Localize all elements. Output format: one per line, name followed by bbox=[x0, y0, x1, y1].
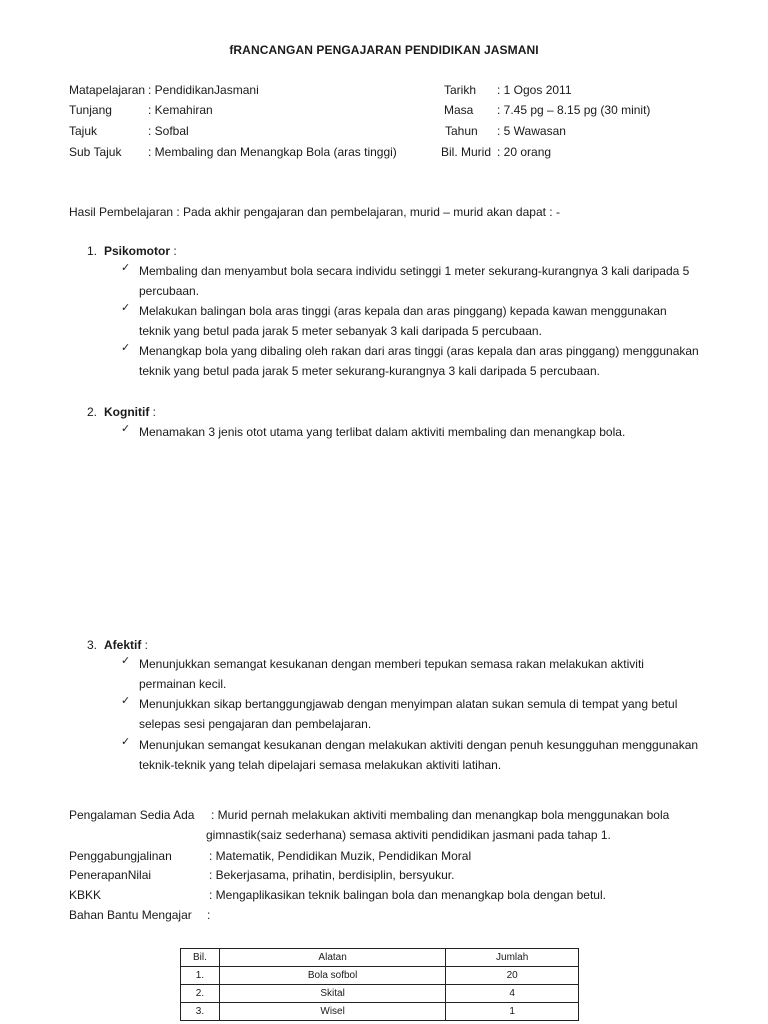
section-number: 2. bbox=[87, 405, 98, 419]
check-mark-icon: ✓ bbox=[121, 261, 131, 274]
table-header-cell: Alatan bbox=[219, 949, 445, 967]
table-cell: Skital bbox=[219, 985, 445, 1003]
table-cell: 1 bbox=[446, 1003, 579, 1021]
header-label: Bil. Murid bbox=[441, 145, 492, 159]
list-item-text: Melakukan balingan bola aras tinggi (aras kepala dan aras pinggang) kepada kawan menggunakan teknik yang betul pada jarak 5 meter sebanyak 3 kali daripada 5 percubaan. bbox=[139, 304, 667, 338]
penerapan-label: PenerapanNilai bbox=[69, 868, 152, 882]
section-title: Afektif : bbox=[104, 638, 149, 652]
header-label: Tajuk bbox=[69, 124, 98, 138]
header-label: Tunjang bbox=[69, 103, 112, 117]
check-mark-icon: ✓ bbox=[121, 341, 131, 354]
header-value: : 7.45 pg – 8.15 pg (30 minit) bbox=[497, 103, 651, 117]
list-item-text: Menunjukkan sikap bertanggungjawab dengan menyimpan alatan sukan semula di tempat yang betul selepas sesi pengajaran dan pembelajaran. bbox=[139, 697, 678, 731]
section-number: 1. bbox=[87, 244, 98, 258]
header-value: : Membaling dan Menangkap Bola (aras tinggi) bbox=[148, 145, 397, 159]
table-cell: 3. bbox=[181, 1003, 220, 1021]
header-value: : 1 Ogos 2011 bbox=[497, 83, 572, 97]
penggabungjalinan-value: : Matematik, Pendidikan Muzik, Pendidikan Moral bbox=[209, 849, 472, 863]
bahan-value: : bbox=[207, 908, 211, 922]
kbkk-label: KBKK bbox=[69, 888, 102, 902]
section-title: Kognitif : bbox=[104, 405, 156, 419]
table-cell: Bola sofbol bbox=[219, 967, 445, 985]
table-cell: 20 bbox=[446, 967, 579, 985]
kbkk-value: : Mengaplikasikan teknik balingan bola dan menangkap bola dengan betul. bbox=[209, 888, 606, 902]
bahan-label: Bahan Bantu Mengajar bbox=[69, 908, 192, 922]
header-value: : PendidikanJasmani bbox=[148, 83, 259, 97]
header-label: Masa bbox=[444, 103, 474, 117]
pengalaman-value-cont: gimnastik(saiz sederhana) semasa aktiviti pendidikan jasmani pada tahap 1. bbox=[206, 828, 611, 842]
table-header-row bbox=[181, 949, 579, 967]
table-header-cell: Bil. bbox=[181, 949, 220, 967]
table-cell: 2. bbox=[181, 985, 220, 1003]
bahan-bantu-table bbox=[180, 948, 579, 1021]
table-row bbox=[181, 1003, 579, 1021]
header-value: : Sofbal bbox=[148, 124, 189, 138]
section-title: Psikomotor : bbox=[104, 244, 177, 258]
list-item-text: Menamakan 3 jenis otot utama yang terlibat dalam aktiviti membaling dan menangkap bola. bbox=[139, 425, 626, 439]
check-mark-icon: ✓ bbox=[121, 301, 131, 314]
header-label: Tahun bbox=[445, 124, 478, 138]
pengalaman-label: Pengalaman Sedia Ada bbox=[69, 808, 195, 822]
table-cell: 1. bbox=[181, 967, 220, 985]
check-mark-icon: ✓ bbox=[121, 654, 131, 667]
table-row bbox=[181, 967, 579, 985]
penerapan-value: : Bekerjasama, prihatin, berdisiplin, bersyukur. bbox=[209, 868, 455, 882]
section-number: 3. bbox=[87, 638, 98, 652]
check-mark-icon: ✓ bbox=[121, 694, 131, 707]
header-value: : Kemahiran bbox=[148, 103, 213, 117]
table-header-cell: Jumlah bbox=[446, 949, 579, 967]
table-cell: Wisel bbox=[219, 1003, 445, 1021]
table-row bbox=[181, 985, 579, 1003]
hasil-pembelajaran: Hasil Pembelajaran : Pada akhir pengajaran dan pembelajaran, murid – murid akan dapat : - bbox=[69, 205, 560, 219]
penggabungjalinan-label: Penggabungjalinan bbox=[69, 849, 172, 863]
table-cell: 4 bbox=[446, 985, 579, 1003]
check-mark-icon: ✓ bbox=[121, 735, 131, 748]
pengalaman-value: : Murid pernah melakukan aktiviti membaling dan menangkap bola menggunakan bola bbox=[211, 808, 670, 822]
list-item-text: Membaling dan menyambut bola secara individu setinggi 1 meter sekurang-kurangnya 3 kali daripada 5 percubaan. bbox=[139, 264, 690, 298]
header-label: Tarikh bbox=[444, 83, 477, 97]
header-label: Sub Tajuk bbox=[69, 145, 122, 159]
list-item-text: Menangkap bola yang dibaling oleh rakan dari aras tinggi (aras kepala dan aras pinggang) menggunakan teknik yang betul pada jarak 5 meter sekurang-kurangnya 3 kali daripada 5 percubaan. bbox=[139, 344, 699, 378]
list-item-text: Menunjukkan semangat kesukanan dengan memberi tepukan semasa rakan melakukan aktiviti permainan kecil. bbox=[139, 657, 644, 691]
list-item-text: Menunjukan semangat kesukanan dengan melakukan aktiviti dengan penuh kesungguhan menggunakan teknik-teknik yang telah dipelajari semasa melakukan aktiviti latihan. bbox=[139, 738, 699, 772]
header-value: : 20 orang bbox=[497, 145, 552, 159]
document-title: fRANCANGAN PENGAJARAN PENDIDIKAN JASMANI bbox=[229, 43, 539, 57]
header-value: : 5 Wawasan bbox=[497, 124, 566, 138]
header-label: Matapelajaran bbox=[69, 83, 146, 97]
check-mark-icon: ✓ bbox=[121, 422, 131, 435]
